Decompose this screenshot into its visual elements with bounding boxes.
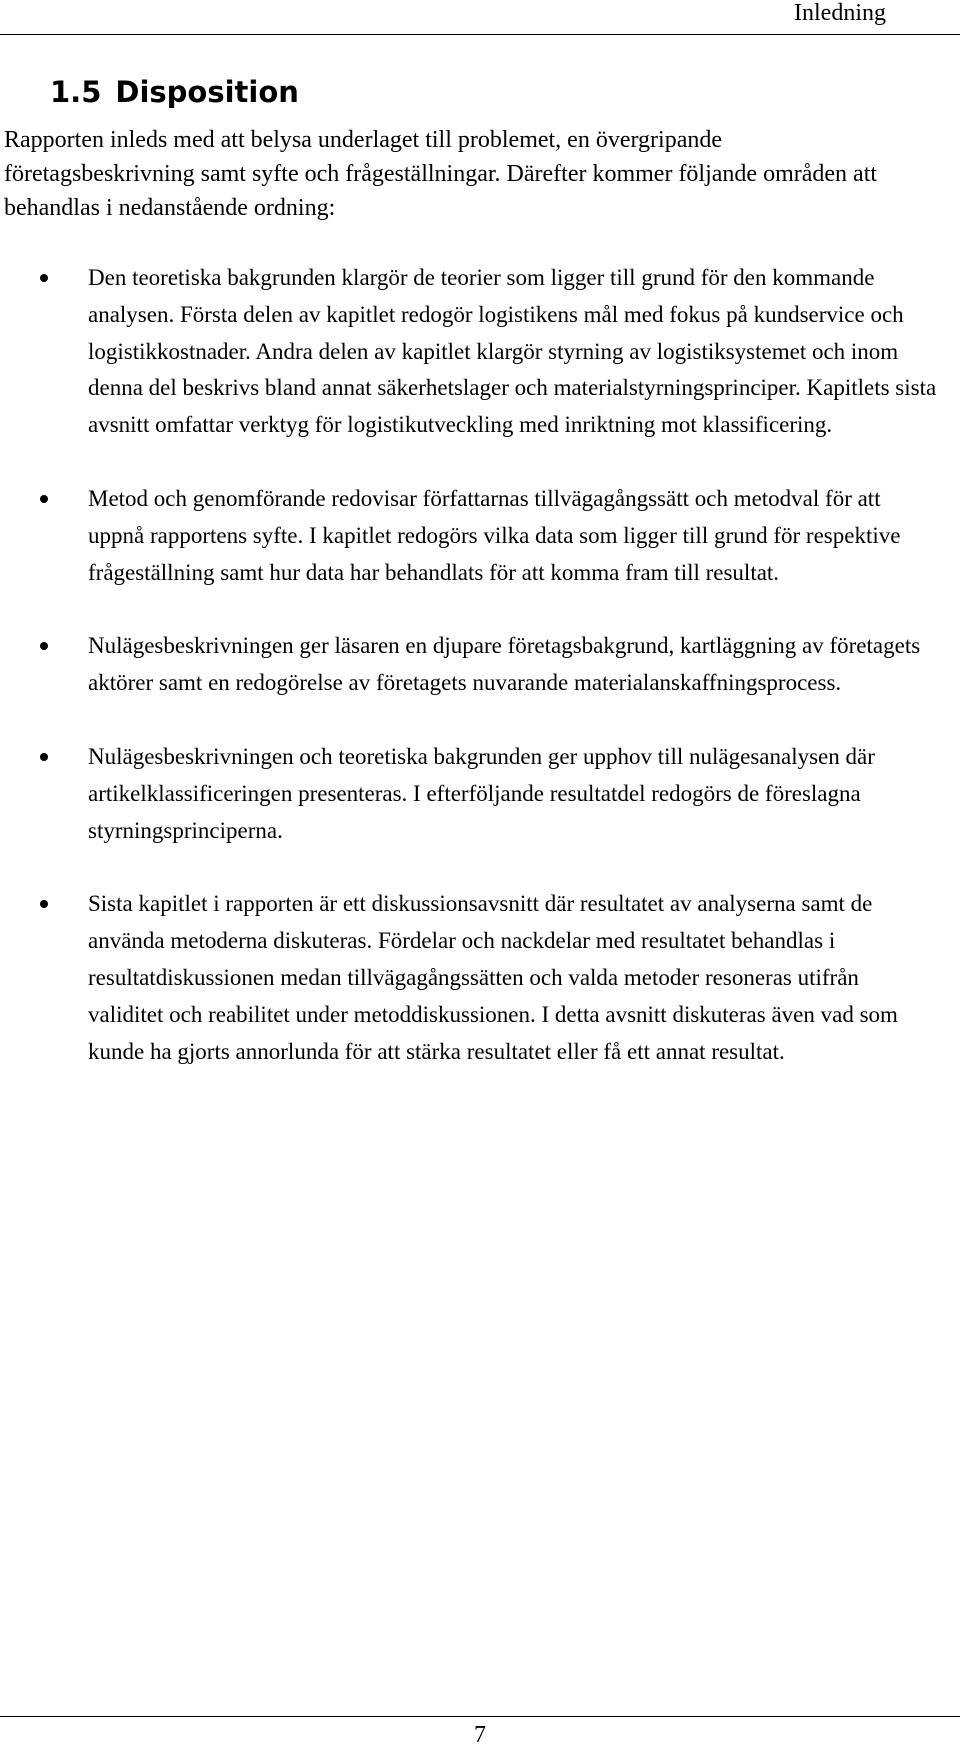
section-number: 1.5 bbox=[50, 75, 102, 109]
bullet-icon bbox=[40, 642, 48, 650]
list-item bbox=[0, 628, 938, 702]
header-divider bbox=[0, 34, 960, 35]
section-heading bbox=[50, 72, 299, 112]
bullet-icon bbox=[40, 900, 48, 908]
footer-divider bbox=[0, 1716, 960, 1717]
list-item bbox=[0, 481, 938, 591]
list-item bbox=[0, 260, 938, 444]
list-item-text: Sista kapitlet i rapporten är ett diskussionsavsnitt där resultatet av analyserna samt de använda metoderna diskuteras. Fördelar och nackdelar med resultatet behandlas i resultatdiskussionen medan tillvägagångssätten och valda metoder resoneras utifrån validitet och reabilitet under metoddiskussionen. I detta avsnitt diskuteras även vad som kunde ha gjorts annorlunda för att stärka resultatet eller få ett annat resultat. bbox=[88, 891, 898, 1064]
section-title: Disposition bbox=[115, 75, 299, 109]
intro-paragraph: Rapporten inleds med att belysa underlaget till problemet, en övergripande företagsbeskrivning samt syfte och frågeställningar. Därefter kommer följande områden att behandlas i nedanstående ordning: bbox=[4, 127, 878, 221]
bullet-icon bbox=[40, 495, 48, 503]
list-item-text: Den teoretiska bakgrunden klargör de teorier som ligger till grund för den kommande analysen. Första delen av kapitlet redogör logistikens mål med fokus på kundservice och logistikkostnader. Andra delen av kapitlet klargör styrning av logistiksystemet och inom denna del beskrivs bland annat säkerhetslager och materialstyrningsprinciper. Kapitlets sista avsnitt omfattar verktyg för logistikutveckling med inriktning mot klassificering. bbox=[88, 265, 937, 438]
page-number: 7 bbox=[474, 1722, 486, 1748]
list-item-text: Metod och genomförande redovisar författarnas tillvägagångssätt och metodval för att uppnå rapportens syfte. I kapitlet redogörs vilka data som ligger till grund för respektive frågeställning samt hur data har behandlats för att komma fram till resultat. bbox=[88, 485, 901, 585]
bullet-icon bbox=[40, 753, 48, 761]
list-item-text: Nulägesbeskrivningen och teoretiska bakgrunden ger upphov till nulägesanalysen där artikelklassificeringen presenteras. I efterföljande resultatdel redogörs de föreslagna styrningsprinciperna. bbox=[88, 743, 875, 843]
running-header: Inledning bbox=[794, 0, 886, 26]
list-item bbox=[0, 739, 938, 849]
list-item-text: Nulägesbeskrivningen ger läsaren en djupare företagsbakgrund, kartläggning av företagets aktörer samt en redogörelse av företagets nuvarande materialanskaffningsprocess. bbox=[88, 633, 921, 696]
bullet-icon bbox=[40, 274, 48, 282]
list-item bbox=[0, 886, 938, 1070]
bullet-list bbox=[0, 260, 960, 1107]
